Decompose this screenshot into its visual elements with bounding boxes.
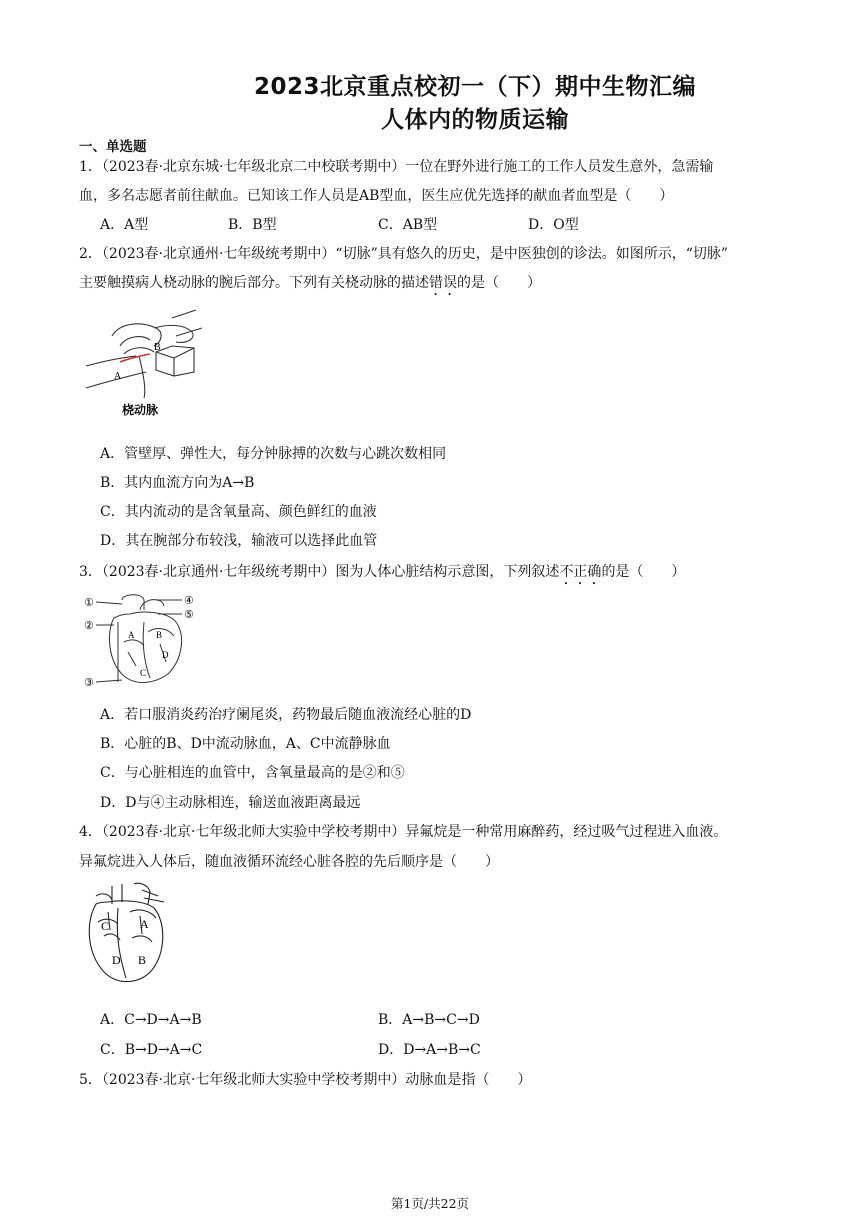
wrist-pulse-figure bbox=[84, 306, 204, 424]
question-3-option-c: C．与心脏相连的血管中，含氧量最高的是②和⑤ bbox=[100, 765, 405, 781]
question-4-line-1: 4．（2023春·北京·七年级北师大实验中学校考期中）异氟烷是一种常用麻醉药，经过吸气过程进入血液。 bbox=[79, 824, 728, 840]
heart2-label-b: B bbox=[138, 953, 147, 967]
question-3-option-d: D．D与④主动脉相连，输送血液距离最远 bbox=[100, 795, 361, 811]
question-2-option-d: D．其在腕部分布较浅，输液可以选择此血管 bbox=[100, 533, 378, 549]
figure-label-b: B bbox=[154, 342, 161, 353]
question-1-option-d: D．O型 bbox=[528, 217, 579, 233]
question-3-line-1-pre: 3．（2023春·北京通州·七年级统考期中）图为人体心脏结构示意图，下列叙述 bbox=[79, 564, 560, 580]
question-3-option-a: A．若口服消炎药治疗阑尾炎，药物最后随血液流经心脏的D bbox=[100, 707, 472, 723]
question-4-option-b: B．A→B→C→D bbox=[378, 1012, 480, 1028]
page-footer: 第1页/共22页 bbox=[390, 1196, 470, 1211]
question-3-line-1 bbox=[79, 561, 685, 588]
heart-label-4: ④ bbox=[184, 595, 194, 607]
heart2-label-c: C bbox=[101, 919, 110, 933]
question-2-line-2 bbox=[79, 272, 541, 299]
question-1-option-c: C．AB型 bbox=[378, 217, 438, 233]
heart-structure-figure-1 bbox=[84, 592, 206, 692]
question-4-line-2: 异氟烷进入人体后，随血液循环流经心脏各腔的先后顺序是（ ） bbox=[79, 854, 499, 870]
heart-label-2: ② bbox=[84, 620, 94, 632]
question-5-line-1: 5．（2023春·北京·七年级北师大实验中学校考期中）动脉血是指（ ） bbox=[79, 1072, 532, 1088]
heart-label-d: D bbox=[162, 650, 169, 660]
question-4-option-d: D．D→A→B→C bbox=[378, 1042, 481, 1058]
question-1-option-a: A．A型 bbox=[100, 217, 149, 233]
section-heading: 一、单选题 bbox=[79, 139, 147, 155]
question-2-line-1: 2．（2023春·北京通州·七年级统考期中）“切脉”具有悠久的历史，是中医独创的诊法。如图所示，“切脉” bbox=[79, 246, 729, 262]
heart-label-5: ⑤ bbox=[184, 609, 194, 621]
heart-label-c: C bbox=[140, 668, 147, 678]
heart-label-b: B bbox=[156, 630, 163, 640]
question-2-emphasis: 错误 bbox=[429, 275, 457, 291]
heart-label-3: ③ bbox=[84, 677, 94, 689]
question-2-option-a: A．管壁厚、弹性大，每分钟脉搏的次数与心跳次数相同 bbox=[100, 446, 447, 462]
question-2-line-2-post: 的是（ ） bbox=[457, 275, 541, 291]
question-1-line-2: 血，多名志愿者前往献血。已知该工作人员是AB型血，医生应优先选择的献血者血型是（ ） bbox=[79, 188, 674, 204]
heart-structure-figure-2 bbox=[82, 882, 172, 992]
figure-label-a: A bbox=[114, 371, 122, 382]
heart-label-1: ① bbox=[84, 597, 94, 609]
figure-caption: 桡动脉 bbox=[122, 403, 159, 417]
question-2-option-c: C．其内流动的是含氧量高、颜色鲜红的血液 bbox=[100, 504, 377, 520]
heart2-label-d: D bbox=[112, 953, 121, 967]
document-subtitle: 人体内的物质运输 bbox=[381, 107, 569, 133]
question-1-option-b: B．B型 bbox=[228, 217, 277, 233]
question-2-option-b: B．其内血流方向为A→B bbox=[100, 475, 255, 491]
question-4-option-a: A．C→D→A→B bbox=[100, 1012, 202, 1028]
heart2-label-a: A bbox=[140, 917, 149, 931]
question-3-emphasis: 不正确 bbox=[559, 564, 602, 580]
question-3-option-b: B．心脏的B、D中流动脉血，A、C中流静脉血 bbox=[100, 736, 391, 752]
question-1-line-1: 1．（2023春·北京东城·七年级北京二中校联考期中）一位在野外进行施工的工作人员发生意外，急需输 bbox=[79, 159, 714, 175]
question-4-option-c: C．B→D→A→C bbox=[100, 1042, 203, 1058]
heart-label-a: A bbox=[128, 630, 135, 640]
question-2-line-2-pre: 主要触摸病人桡动脉的腕后部分。下列有关桡动脉的描述 bbox=[79, 275, 429, 291]
question-3-line-1-post: 的是（ ） bbox=[601, 564, 686, 580]
document-title: 2023北京重点校初一（下）期中生物汇编 bbox=[253, 74, 696, 100]
